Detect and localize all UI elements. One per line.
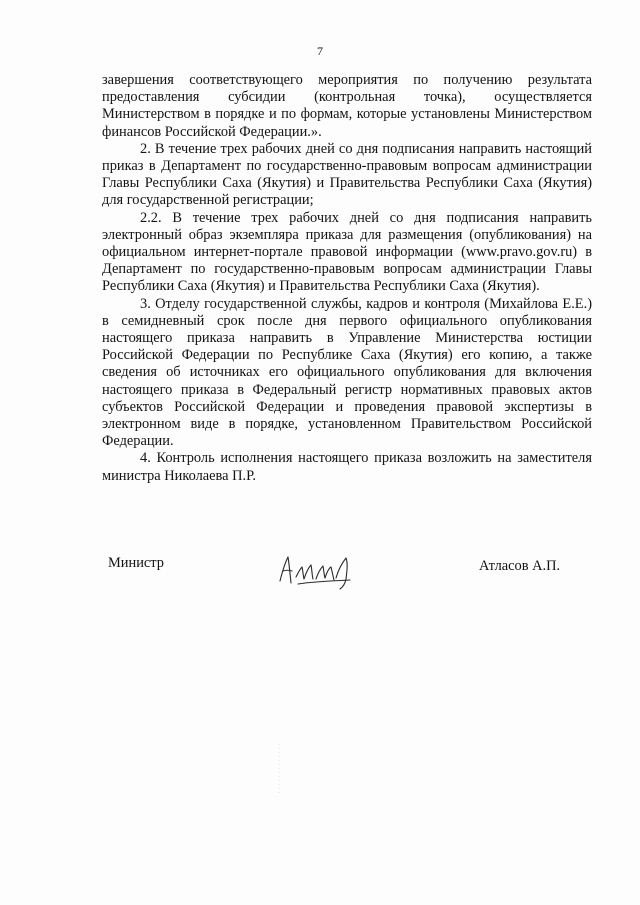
document-body bbox=[102, 72, 592, 485]
paragraph-continuation: завершения соответствующего мероприятия по получению результата предоставления субсидии (контрольная точка), осуществляется Министерством в порядке и по формам, которые установлены Министерством финансов Российской Федерации.». bbox=[102, 72, 592, 140]
paragraph-item-2-2: 2.2. В течение трех рабочих дней со дня подписания направить электронный образ экземпляра приказа для размещения (опубликования) на официальном интернет-портале правовой информации (www.pravo.gov.ru) в Департамент по государственно-правовым вопросам администрации Главы Республики Саха (Якутия) и Правительства Республики Саха (Якутия). bbox=[102, 209, 592, 295]
handwritten-signature bbox=[276, 551, 360, 591]
scan-artifact-line bbox=[278, 744, 280, 794]
signature-block bbox=[0, 551, 640, 601]
paragraph-item-3: 3. Отделу государственной службы, кадров и контроля (Михайлова Е.Е.) в семидневный срок после дня первого официального опубликования настоящего приказа направить в Управление Министерства юстиции Российской Федерации по Республике Саха (Якутия) его копию, а также сведения об источниках его официального опубликования для включения настоящего приказа в Федеральный регистр нормативных правовых актов субъектов Российской Федерации и проведения правовой экспертизы в электронном виде в порядке, установленном Правительством Российской Федерации. bbox=[102, 295, 592, 450]
signer-title: Министр bbox=[108, 555, 164, 571]
page-number: 7 bbox=[317, 44, 323, 58]
paragraph-item-4: 4. Контроль исполнения настоящего приказа возложить на заместителя министра Николаева П.Р. bbox=[102, 450, 592, 484]
signer-name: Атласов А.П. bbox=[479, 558, 561, 574]
paragraph-item-2: 2. В течение трех рабочих дней со дня подписания направить настоящий приказ в Департамент по государственно-правовым вопросам администрации Главы Республики Саха (Якутия) и Правительства Республики Саха (Якутия) для государственной регистрации; bbox=[102, 140, 592, 209]
